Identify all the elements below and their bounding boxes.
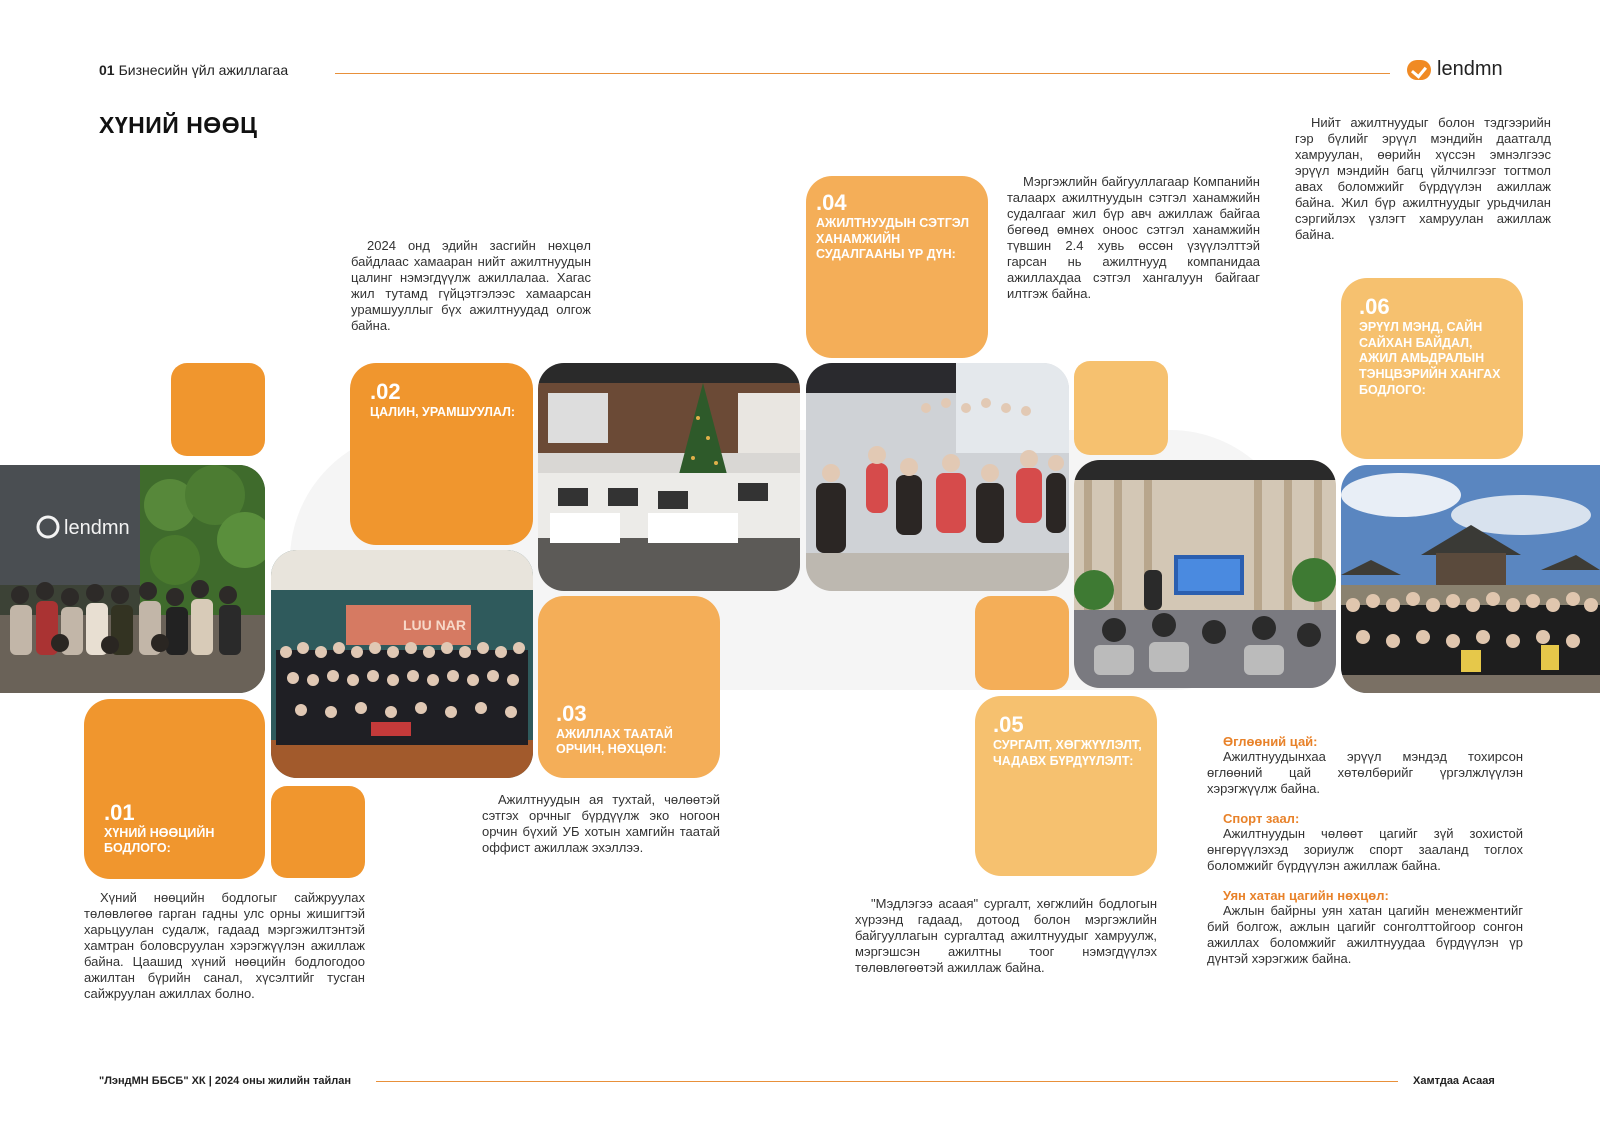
text-hr-policy: Хүний нөөцийн бодлогыг сайжруулах төлөвлөгөө гарган гадны улс орны жишигтэй харьцуулан судалж, гадаад мэргэжилтэнтэй хамтран боловсруулан хэрэгжүүлэн ажиллаж байна. Цаашид хүний нөөцийн бодлогодоо ажилтан бүрийн санал, хүсэлтийг тусган сайжруулан ажиллах болно. xyxy=(84,890,365,1001)
photo-office-interior xyxy=(538,363,800,591)
benefit-text: Ажилтнуудын чөлөөт цагийг зүй зохистой өнгөрүүлэхэд зориулж спорт зааланд тоглох боломжийг бүрдүүлэн ажиллаж байна. xyxy=(1207,826,1523,873)
header-divider xyxy=(335,73,1390,74)
decor-square-3 xyxy=(1074,361,1168,455)
box-05-training xyxy=(975,696,1157,876)
text-satisfaction: Мэргэжлийн байгууллагаар Компанийн талаарх ажилтнуудын сэтгэл ханамжийн судалгааг жил бүр авч ажиллаж байгаа бөгөөд өмнөх оноос сэтгэл ханамжийн түвшин 2.4 хувь өссөн үзүүлэлттэй гарсан нь ажилтнууд компанидаа ажиллахдаа сэтгэл хангалуун байгааг илтгэж байна. xyxy=(1007,174,1260,301)
footer-report-title: "ЛэндМН ББСБ" ХК | 2024 оны жилийн тайлан xyxy=(99,1075,351,1087)
photo-sign-text: lendmn xyxy=(64,517,130,539)
photo-team-office xyxy=(806,363,1069,591)
text-training: "Мэдлэгээ асаая" сургалт, хөгжлийн бодлогын хүрээнд гадаад, дотоод болон мэргэжлийн байгууллагын сургалтад ажилтнуудыг хамруулж, мэргэшсэн ажилтны тоог нэмэгдүүлэх төлөвлөгөөтэй ажиллаж байна. xyxy=(855,896,1157,975)
logo-text: lendmn xyxy=(1437,58,1503,80)
box-number: .01 xyxy=(104,799,135,825)
box-number: .04 xyxy=(816,190,847,215)
decor-square-4 xyxy=(975,596,1069,690)
box-03-work-environment xyxy=(538,596,720,778)
box-label: АЖИЛТНУУДЫН СЭТГЭЛ ХАНАМЖИЙН СУДАЛГААНЫ ҮР ДҮН: xyxy=(816,216,969,262)
benefit-title: Спорт заал: xyxy=(1223,811,1300,826)
benefit-title: Уян хатан цагийн нөхцөл: xyxy=(1223,888,1389,903)
decor-square-2 xyxy=(271,786,365,878)
box-number: .03 xyxy=(556,700,587,726)
text-salary: 2024 онд эдийн засгийн нөхцөл байдлаас хамааран нийт ажилтнуудын цалинг нэмэгдүүлж ажиллалаа. Хагас жил тутамд гүйцэтгэлээс хамаарсан урамшууллыг бүх ажилтнуудад олгож байна. xyxy=(351,238,591,333)
photo-team-event xyxy=(271,550,533,778)
brand-logo xyxy=(1407,58,1503,81)
box-label: ЦАЛИН, УРАМШУУЛАЛ: xyxy=(370,405,516,419)
box-number: .06 xyxy=(1359,294,1390,319)
box-number: .05 xyxy=(993,712,1024,737)
box-01-hr-policy xyxy=(84,699,265,879)
box-label: ЭРҮҮЛ МЭНД, САЙН САЙХАН БАЙДАЛ, АЖИЛ АМЬДРАЛЫН ТЭНЦВЭРИЙН ХАНГАХ БОДЛОГО: xyxy=(1359,320,1501,397)
benefit-title: Өглөөний цай: xyxy=(1223,734,1318,749)
benefit-item xyxy=(1207,888,1523,967)
lendmn-logo-icon xyxy=(1407,60,1431,80)
section-title: Бизнесийн үйл ажиллагаа xyxy=(118,62,289,78)
box-04-satisfaction-survey xyxy=(806,176,988,358)
benefit-item xyxy=(1207,811,1523,874)
section-number: 01 xyxy=(99,62,115,78)
photo-banner-text: LUU NAR xyxy=(403,617,466,633)
benefit-text: Ажлын байрны уян хатан цагийн менежментийг бий болгож, ажлын цагийг сонголттойгоор сонгон ажиллах боломжийг ажилтнуудаа бүрдүүлэн үр дүнтэй хэрэгжиж байна. xyxy=(1207,903,1523,966)
section-label xyxy=(99,62,288,78)
box-label: АЖИЛЛАХ ТААТАЙ ОРЧИН, НӨХЦӨЛ: xyxy=(556,726,673,757)
box-02-salary xyxy=(350,363,533,545)
benefit-item xyxy=(1207,734,1523,797)
page-title: ХҮНИЙ НӨӨЦ xyxy=(99,112,258,138)
photo-office-lobby-team xyxy=(0,465,265,693)
box-06-health-balance xyxy=(1341,278,1523,459)
text-work-environment: Ажилтнуудын ая тухтай, чөлөөтэй сэтгэх орчныг бүрдүүлж эко ногоон орчин бүхий УБ хотын хамгийн таатай оффист ажиллаж эхэллээ. xyxy=(482,792,720,855)
footer-slogan: Хамтдаа Асаая xyxy=(1413,1075,1495,1087)
box-label: ХҮНИЙ НӨӨЦИЙН БОДЛОГО: xyxy=(104,825,215,856)
photo-team-outdoor-temple xyxy=(1341,465,1600,693)
photo-training-session xyxy=(1074,460,1336,688)
box-number: .02 xyxy=(370,379,401,404)
box-label: СУРГАЛТ, ХӨГЖҮҮЛЭЛТ, ЧАДАВХ БҮРДҮҮЛЭЛТ: xyxy=(993,738,1142,768)
footer-divider xyxy=(376,1081,1398,1082)
decor-square-1 xyxy=(171,363,265,456)
benefit-text: Ажилтнуудынхаа эрүүл мэндэд тохирсон өглөөний цай хөтөлбөрийг үргэлжлүүлэн хэрэгжүүлж байна. xyxy=(1207,749,1523,796)
text-health-insurance: Нийт ажилтнуудыг болон тэдгээрийн гэр бүлийг эрүүл мэндийн даатгалд хамруулан, өөрийн хүссэн эмнэлгээс эрүүл мэндийн багц үйлчилгээг тогтмол авах боломжийг бүрдүүлэн ажиллаж байна. Жил бүр ажилтнуудыг урьдчилан сэргийлэх үзлэгт хамруулан ажиллаж байна. xyxy=(1295,115,1551,242)
benefits-list xyxy=(1207,734,1523,967)
